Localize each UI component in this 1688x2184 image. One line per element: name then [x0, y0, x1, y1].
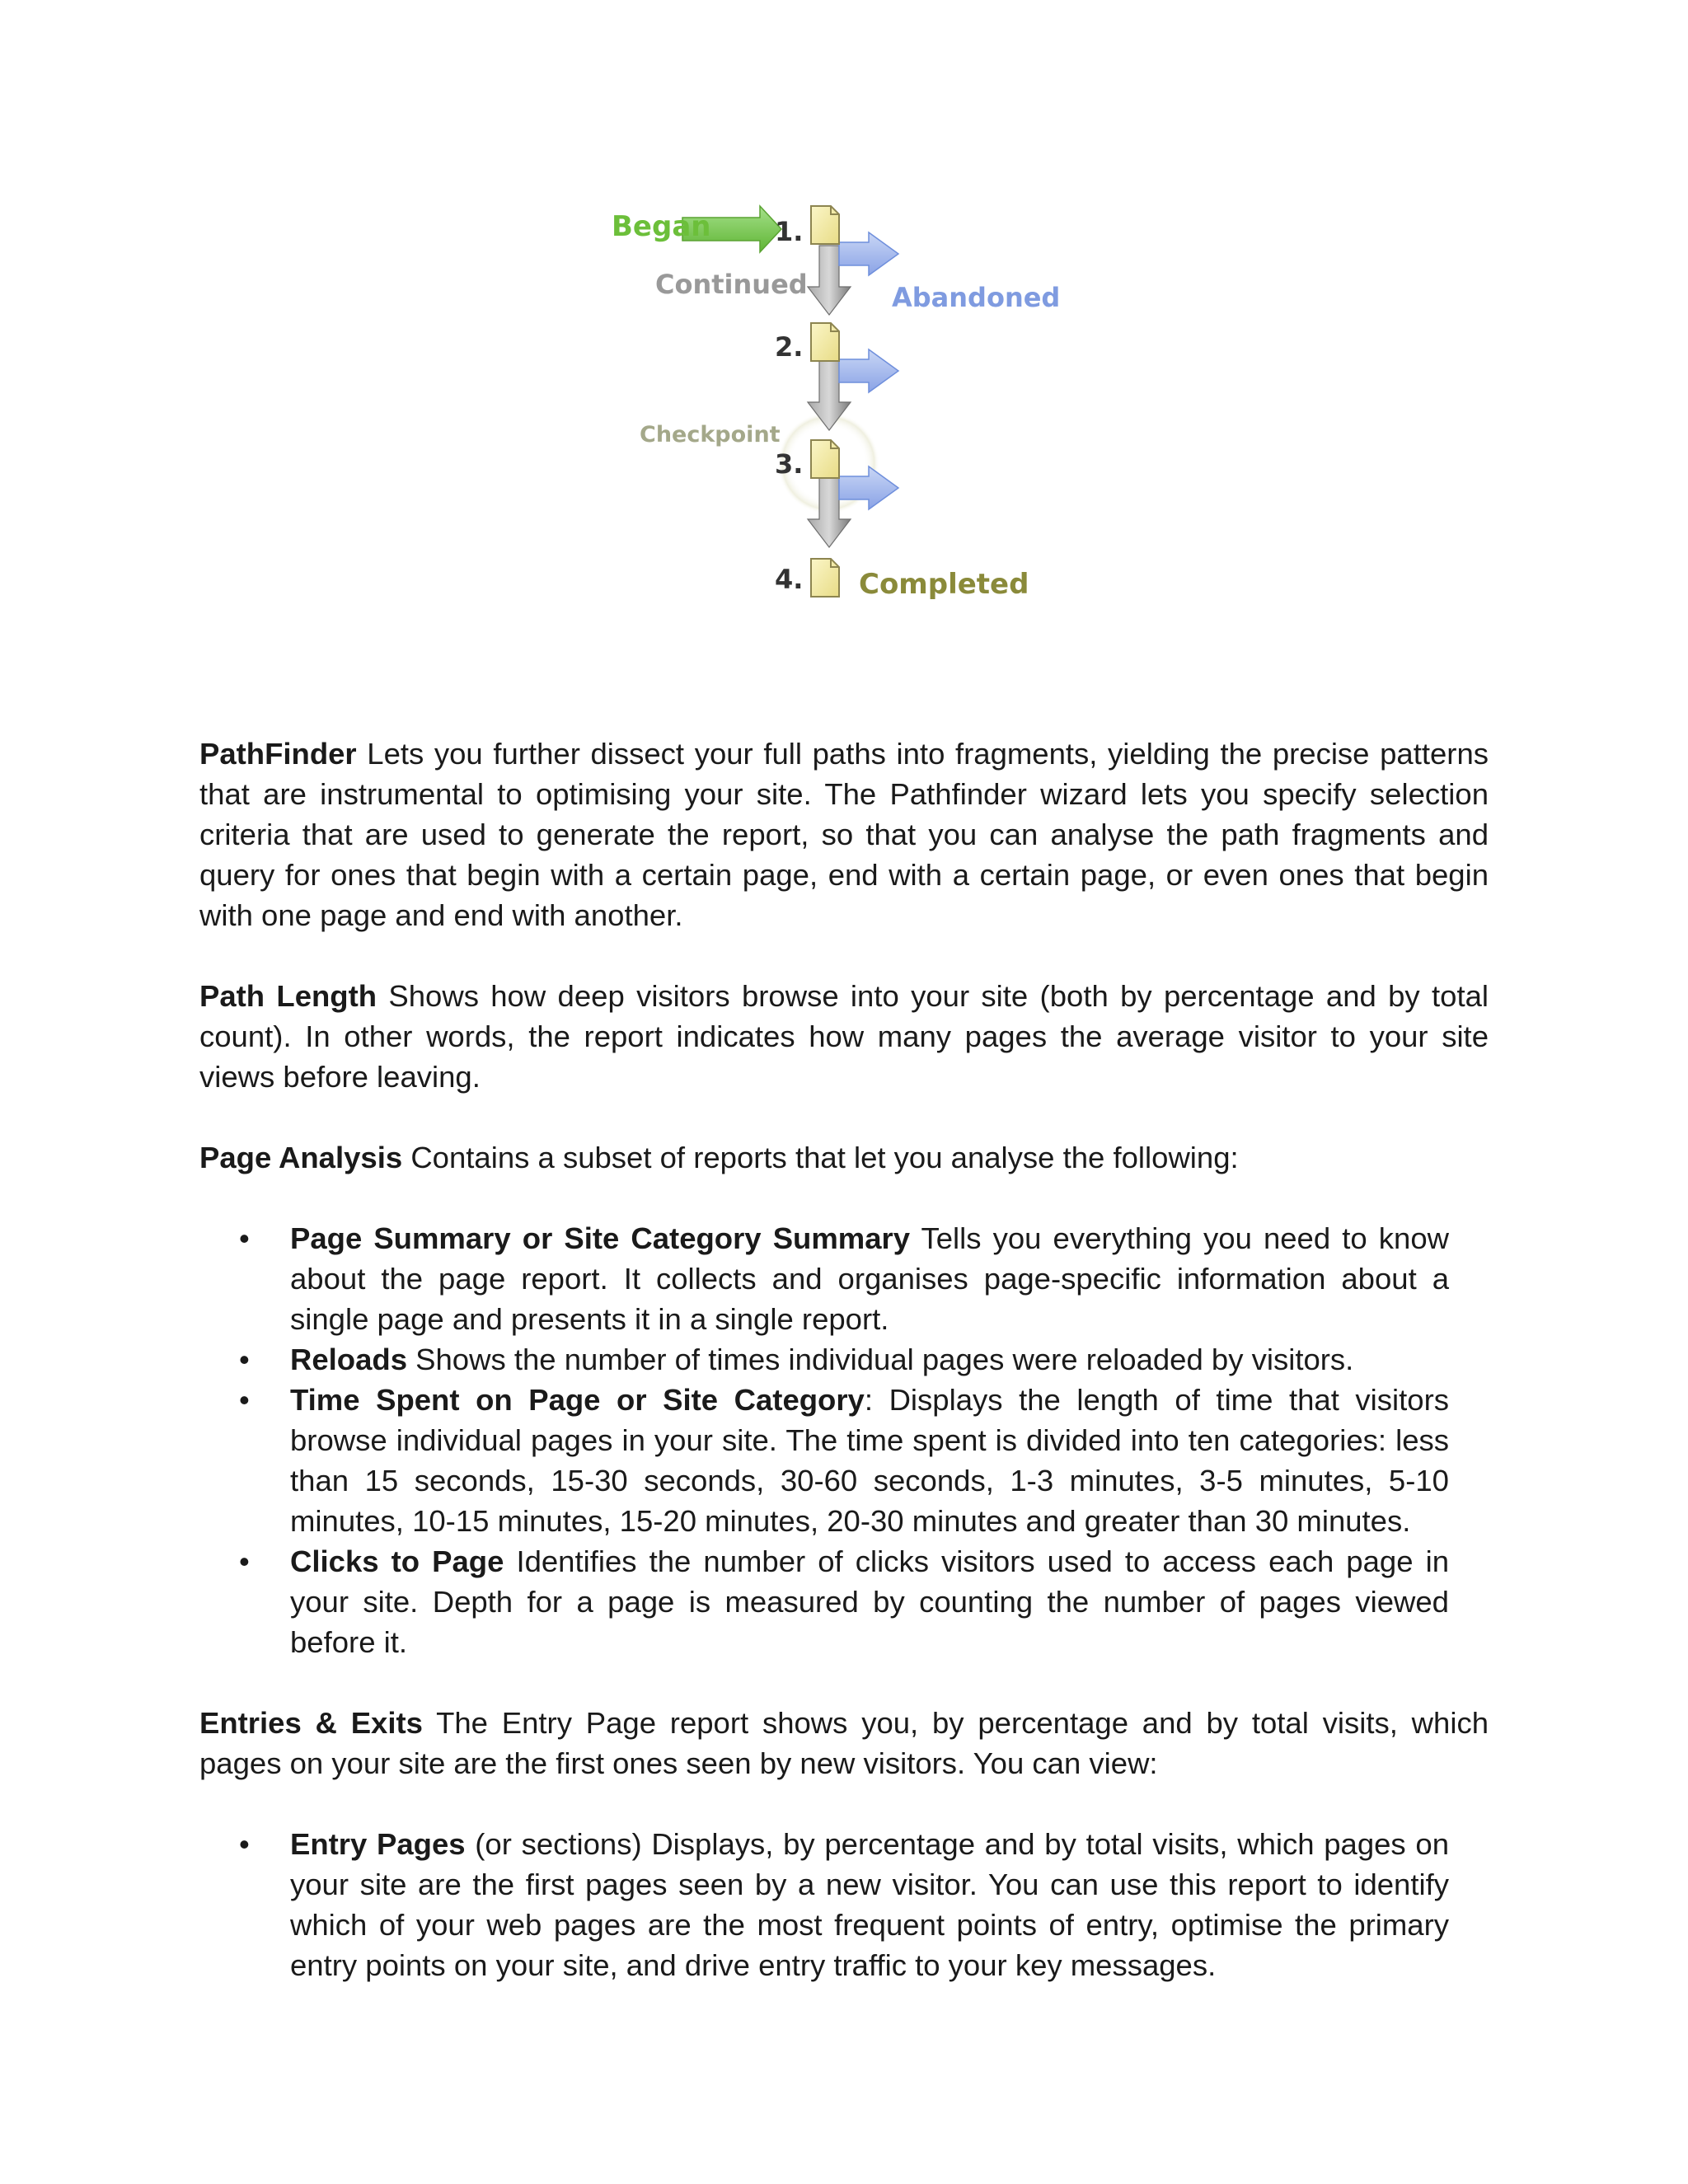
list-item-reloads: [199, 1339, 1489, 1380]
time-spent-text: : Displays the length of time that visitors browse individual pages in your site. The time spent is divided into ten categories: less than 15 seconds, 15-30 seconds, 30-60 seconds, 1-3 minutes, 3-5 minutes, 5-10 minutes, 10-15 minutes, 15-20 minutes, 20-30 minutes and greater than 30 minutes.: [290, 1383, 1449, 1538]
step-1-number: 1.: [775, 216, 804, 247]
began-label: Began: [612, 210, 711, 243]
pathfinder-text: Lets you further dissect your full paths into fragments, yielding the precise patterns that are instrumental to optimising your site. The Pathfinder wizard lets you specify selection criteria that are used to generate the report, so that you can analyse the path fragments and query for ones that begin with a certain page, end with a certain page, or even ones that begin with one page and end with another.: [199, 737, 1489, 932]
continued-label: Continued: [655, 269, 808, 300]
pathfinder-term: PathFinder: [199, 737, 357, 771]
list-item-clicks-to-page: [199, 1541, 1489, 1662]
step-3-number: 3.: [775, 448, 804, 480]
page-icon-2: [811, 323, 839, 361]
entry-pages-text: (or sections) Displays, by percentage and by total visits, which pages on your site are the first pages seen by a new visitor. You can use this report to identify which of your web pages are the most frequent points of entry, optimise the primary entry points on your site, and drive entry traffic to your key messages.: [290, 1827, 1449, 1982]
entries-exits-text: The Entry Page report shows you, by percentage and by total visits, which pages on your site are the first ones seen by new visitors. You can view:: [199, 1706, 1489, 1780]
clicks-to-page-term: Clicks to Page: [290, 1544, 504, 1578]
page-analysis-paragraph: [199, 1137, 1489, 1178]
entry-pages-term: Entry Pages: [290, 1827, 466, 1861]
list-item-page-summary: [199, 1218, 1489, 1339]
reloads-term: Reloads: [290, 1343, 407, 1376]
bullet-glyph: •: [239, 1383, 250, 1417]
path-length-paragraph: [199, 976, 1489, 1097]
bullet-glyph: •: [239, 1827, 250, 1861]
entries-exits-paragraph: [199, 1703, 1489, 1783]
page-icon-3: [811, 440, 839, 478]
abandon-arrow-1: [839, 232, 898, 275]
path-length-text: Shows how deep visitors browse into your site (both by percentage and by total count). In other words, the report indicates how many pages the average visitor to your site views before leaving.: [199, 979, 1489, 1094]
page-icon-4: [811, 559, 839, 597]
list-item-entry-pages: [199, 1824, 1489, 1985]
bullet-glyph: •: [239, 1544, 250, 1578]
step-4-number: 4.: [775, 564, 804, 595]
checkpoint-label: Checkpoint: [640, 422, 781, 448]
page-summary-term: Page Summary or Site Category Summary: [290, 1221, 911, 1255]
bullet-glyph: •: [239, 1343, 250, 1376]
path-length-term: Path Length: [199, 979, 377, 1013]
document-body: [199, 733, 1489, 2026]
time-spent-term: Time Spent on Page or Site Category: [290, 1383, 865, 1417]
page-analysis-term: Page Analysis: [199, 1141, 403, 1174]
completed-label: Completed: [859, 568, 1029, 601]
abandoned-label: Abandoned: [892, 282, 1061, 313]
path-funnel-diagram: [610, 198, 1071, 626]
entries-exits-term: Entries & Exits: [199, 1706, 423, 1740]
bullet-glyph: •: [239, 1221, 250, 1255]
page-analysis-list: [199, 1218, 1489, 1662]
pathfinder-paragraph: [199, 733, 1489, 935]
clicks-to-page-text: Identifies the number of clicks visitors used to access each page in your site. Depth for a page is measured by counting the number of pages viewed before it.: [290, 1544, 1449, 1659]
page-icon-1: [811, 206, 839, 244]
step-2-number: 2.: [775, 331, 804, 363]
reloads-text: Shows the number of times individual pages were reloaded by visitors.: [407, 1343, 1354, 1376]
entries-exits-list: [199, 1824, 1489, 1985]
list-item-time-spent: [199, 1380, 1489, 1541]
abandon-arrow-2: [839, 349, 898, 392]
page-summary-text: Tells you everything you need to know about the page report. It collects and organises page-specific information about a single page and presents it in a single report.: [290, 1221, 1449, 1336]
page-analysis-text: Contains a subset of reports that let you analyse the following:: [402, 1141, 1239, 1174]
